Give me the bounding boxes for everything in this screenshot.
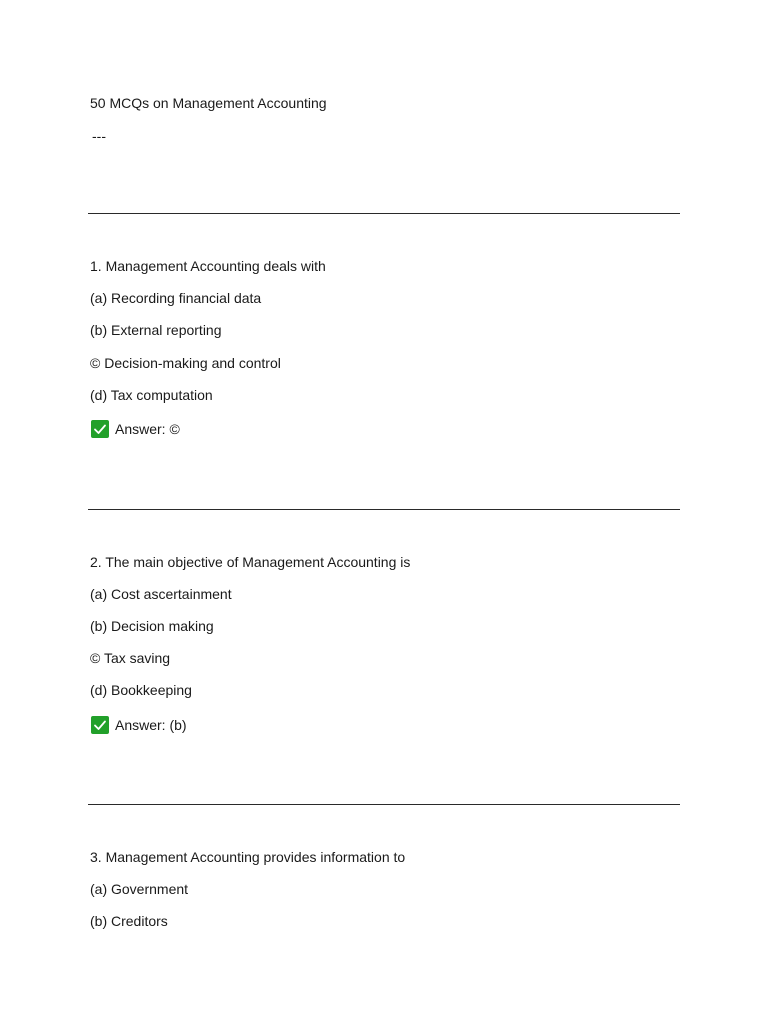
question-3-option-a: (a) Government — [90, 881, 189, 897]
question-1-option-a: (a) Recording financial data — [90, 290, 262, 306]
question-2-option-c: © Tax saving — [90, 650, 171, 666]
horizontal-divider — [88, 213, 680, 214]
question-2-option-d: (d) Bookkeeping — [90, 682, 192, 698]
answer-text: Answer: (b) — [115, 717, 187, 733]
question-2-option-b: (b) Decision making — [90, 618, 214, 634]
check-mark-icon — [91, 420, 109, 438]
document-title: 50 MCQs on Management Accounting — [90, 95, 327, 111]
question-1-option-b: (b) External reporting — [90, 322, 222, 338]
question-1-text: 1. Management Accounting deals with — [90, 258, 326, 274]
question-2-answer — [91, 716, 187, 734]
question-1-answer — [91, 420, 180, 438]
check-mark-icon — [91, 716, 109, 734]
separator-text: --- — [92, 128, 106, 144]
question-2-text: 2. The main objective of Management Accounting is — [90, 554, 411, 570]
question-2-option-a: (a) Cost ascertainment — [90, 586, 232, 602]
question-3-text: 3. Management Accounting provides information to — [90, 849, 406, 865]
question-3-option-b: (b) Creditors — [90, 913, 168, 929]
horizontal-divider — [88, 804, 680, 805]
question-1-option-d: (d) Tax computation — [90, 387, 213, 403]
horizontal-divider — [88, 509, 680, 510]
question-1-option-c: © Decision-making and control — [90, 355, 281, 371]
answer-text: Answer: © — [115, 421, 180, 437]
